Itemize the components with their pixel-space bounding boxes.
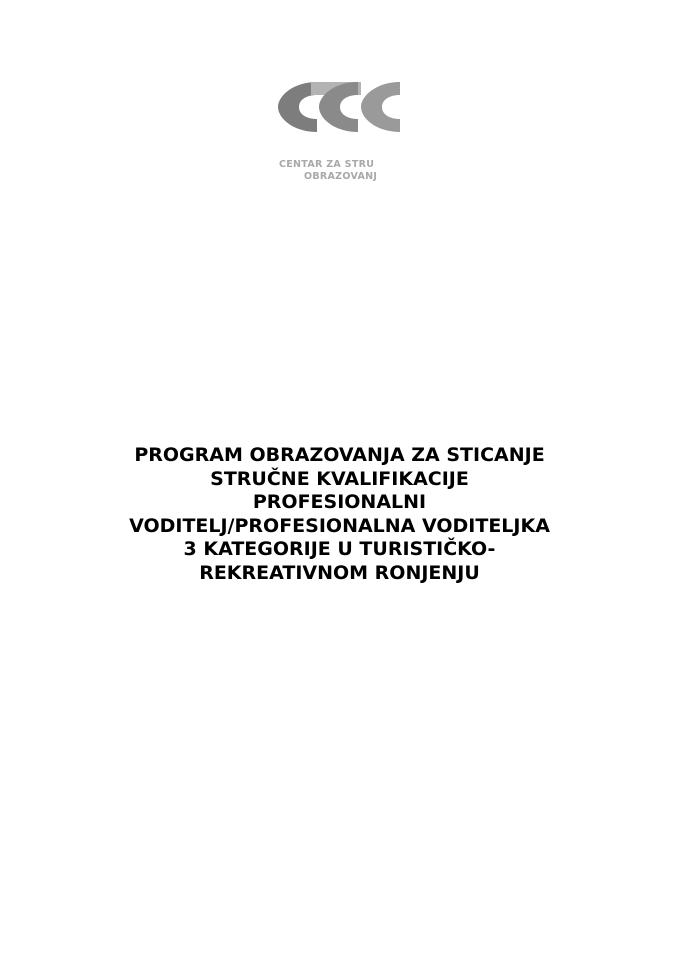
- cso-logo: [276, 80, 404, 184]
- title-line-5: 3 KATEGORIJE U TURISTIČKO-: [183, 538, 496, 560]
- document-title: [60, 444, 619, 585]
- title-line-1: PROGRAM OBRAZOVANJA ZA STICANJE: [134, 444, 545, 466]
- title-line-2: STRUČNE KVALIFIKACIJE: [210, 467, 469, 490]
- title-line-4: VODITELJ/PROFESIONALNA VODITELJKA: [129, 514, 550, 537]
- logo-text-line-2: OBRAZOVANJ: [304, 171, 378, 182]
- title-line-6: REKREATIVNOM RONJENJU: [199, 561, 480, 584]
- title-line-3: PROFESIONALNI: [252, 491, 427, 513]
- logo-text-line-1: CENTAR ZA STRU: [279, 159, 375, 170]
